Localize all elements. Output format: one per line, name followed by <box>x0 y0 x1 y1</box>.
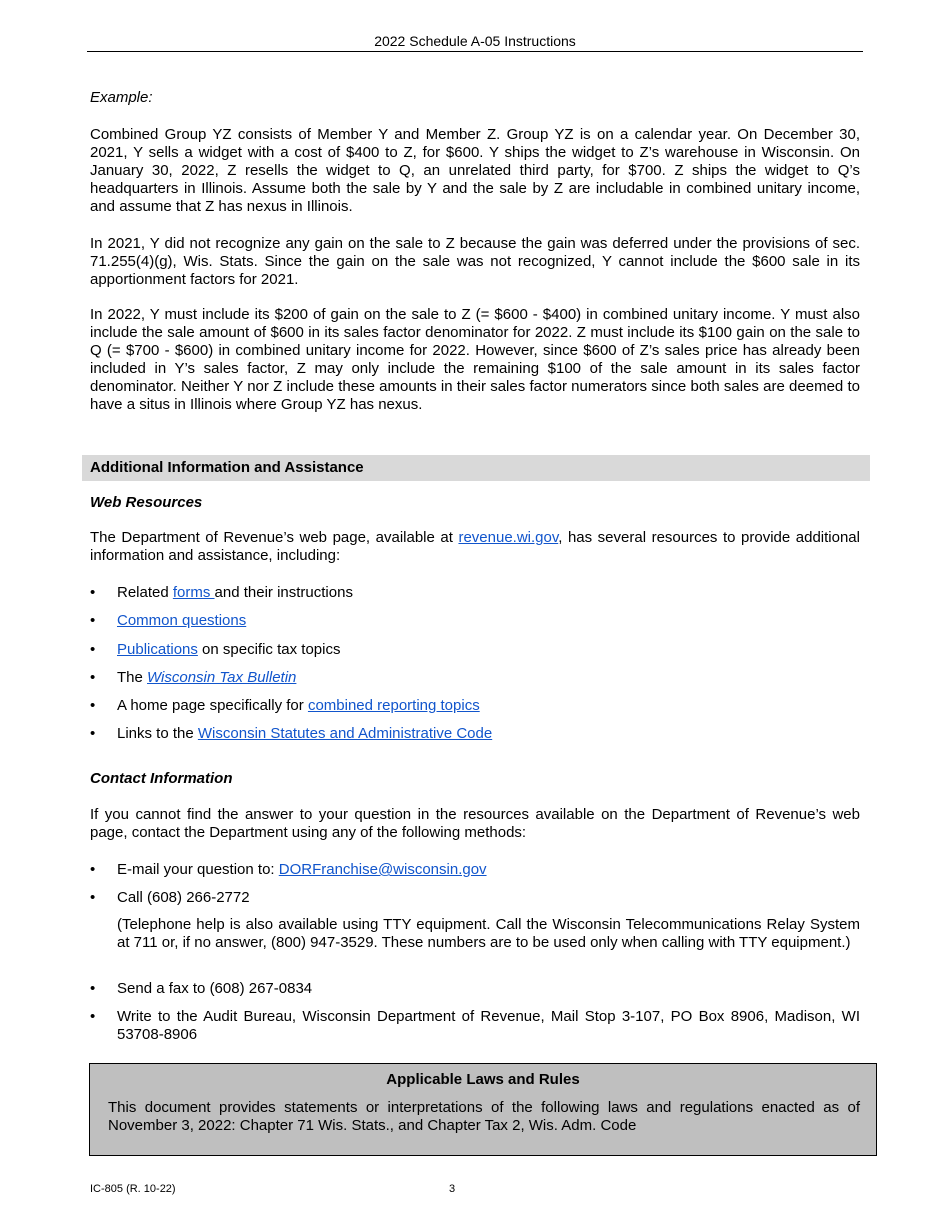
applicable-laws-box <box>89 1063 877 1156</box>
intro-text-after: , has several resources to provide additional information and assistance, including: <box>90 529 860 564</box>
footer-page-number: 3 <box>449 1183 456 1195</box>
example-paragraph-1: Combined Group YZ consists of Member Y and Member Z. Group YZ is on a calendar year. On December 30, 2021, Y sells a widget with a cost of $400 to Z, for $600. Y ships the widget to Z’s warehouse in Wisconsin. On January 30, 2022, Z resells the widget to Q, an unrelated third party, for $700. Z ships the widget to Q’s headquarters in Illinois. Assume both the sale by Y and the sale by Z are includable in combined unitary income, and assume that Z has nexus in Illinois. <box>90 126 860 215</box>
bullet-icon: • <box>90 1008 96 1025</box>
publications-link[interactable]: Publications <box>117 641 198 658</box>
example-paragraph-2: In 2021, Y did not recognize any gain on the sale to Z because the gain was deferred under the provisions of sec. 71.255(4)(g), Wis. Stats. Since the gain on the sale was not recognized, Y cannot include the $600 sale in its apportionment factors for 2021. <box>90 235 860 288</box>
statutes-code-link[interactable]: Wisconsin Statutes and Administrative Code <box>197 725 493 742</box>
footer-form-id: IC-805 (R. 10-22) <box>90 1183 176 1195</box>
combined-reporting-topics-link[interactable]: combined reporting topics <box>307 697 480 714</box>
bullet-icon: • <box>90 641 96 658</box>
email-link[interactable]: DORFranchise@wisconsin.gov <box>278 861 487 878</box>
intro-text-before: The Department of Revenue’s web page, available at <box>90 529 459 546</box>
list-item-text: The <box>117 669 148 686</box>
contact-intro: If you cannot find the answer to your question in the resources available on the Department of Revenue’s web page, contact the Department using any of the following methods: <box>90 806 860 841</box>
write-text: Write to the Audit Bureau, Wisconsin Department of Revenue, Mail Stop 3-107, PO Box 8906, Madison, WI 53708-8906 <box>117 1008 860 1043</box>
email-label: E-mail your question to: <box>117 861 279 878</box>
bullet-icon: • <box>90 980 96 997</box>
list-item-text: A home page specifically for <box>117 697 308 714</box>
wisconsin-tax-bulletin-link[interactable]: Wisconsin Tax Bulletin <box>147 669 297 686</box>
bullet-icon: • <box>90 697 96 714</box>
example-label: Example: <box>90 89 153 106</box>
bullet-icon: • <box>90 612 96 629</box>
call-text: Call (608) 266-2772 <box>117 889 250 906</box>
header-title: 2022 Schedule A-05 Instructions <box>374 33 576 49</box>
web-resources-intro <box>90 529 860 565</box>
page-header <box>87 33 863 52</box>
bullet-icon: • <box>90 889 96 906</box>
forms-link[interactable]: forms <box>172 584 215 601</box>
bullet-icon: • <box>90 669 96 686</box>
fax-text: Send a fax to (608) 267-0834 <box>117 980 313 997</box>
laws-title: Applicable Laws and Rules <box>386 1071 580 1088</box>
bullet-icon: • <box>90 861 96 878</box>
laws-text: This document provides statements or interpretations of the following laws and regulations enacted as of November 3, 2022: Chapter 71 Wis. Stats., and Chapter Tax 2, Wis. Adm. Code <box>108 1099 860 1134</box>
example-paragraph-3: In 2022, Y must include its $200 of gain on the sale to Z (= $600 - $400) in combined unitary income. Y must also include the sale amount of $600 in its sales factor denominator for 2022. Z must include its $100 gain on the sale to Q (= $700 - $600) in combined unitary income for 2022. However, since $600 of Z’s sales price has already been included in Y’s sales factor, Z may only include the remaining $100 of the sale amount in its sales factor denominator. Neither Y nor Z include these amounts in their sales factor numerators since both sales are deemed to have a situs in Illinois where Group YZ has nexus. <box>90 306 860 413</box>
web-resources-heading: Web Resources <box>90 494 203 511</box>
bullet-icon: • <box>90 584 96 601</box>
bullet-icon: • <box>90 725 96 742</box>
section-title: Additional Information and Assistance <box>90 459 364 476</box>
list-item-text: on specific tax topics <box>197 641 341 658</box>
common-questions-link[interactable]: Common questions <box>117 612 247 629</box>
list-item-text: Links to the <box>117 725 198 742</box>
section-heading-bar <box>82 455 870 481</box>
list-item-text: Related <box>117 584 173 601</box>
contact-heading: Contact Information <box>90 770 233 787</box>
revenue-website-link[interactable]: revenue.wi.gov <box>458 529 559 546</box>
list-item-text: and their instructions <box>214 584 353 601</box>
tty-text: (Telephone help is also available using TTY equipment. Call the Wisconsin Telecommunications Relay System at 711 or, if no answer, (800) 947-3529. These numbers are to be used only when calling with TTY equipment.) <box>117 916 860 951</box>
